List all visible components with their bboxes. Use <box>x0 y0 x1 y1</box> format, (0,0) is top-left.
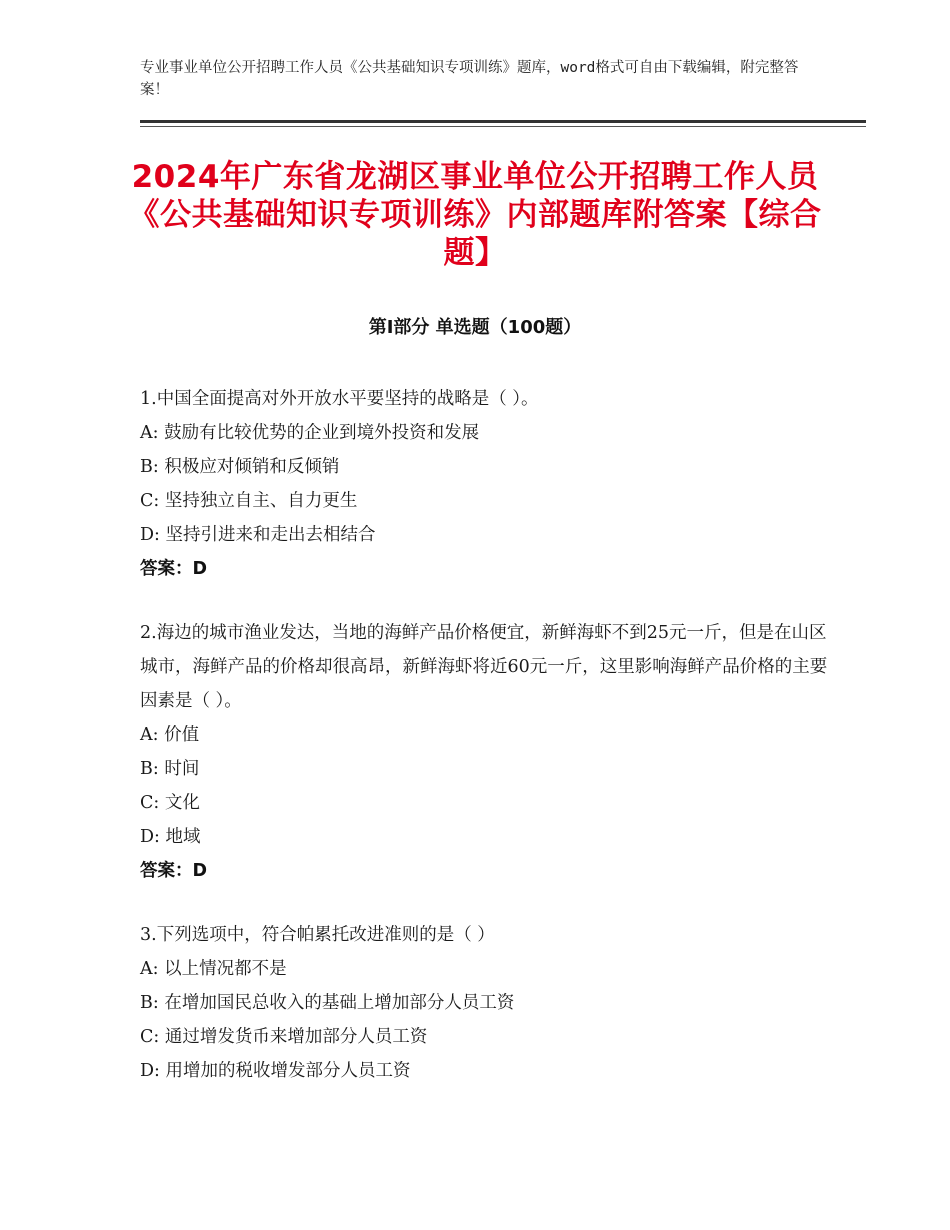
question-stem: 3.下列选项中，符合帕累托改进准则的是（ ） <box>140 925 495 945</box>
document-title: 2024年广东省龙湖区事业单位公开招聘工作人员《公共基础知识专项训练》内部题库附答案【综合题】 <box>128 159 822 271</box>
header-note: 专业事业单位公开招聘工作人员《公共基础知识专项训练》题库，word格式可自由下载编辑，附完整答案！ <box>140 60 799 98</box>
option-b: B: 在增加国民总收入的基础上增加部分人员工资 <box>140 993 515 1013</box>
option-a: A: 以上情况都不是 <box>140 959 287 979</box>
section-title: 第Ⅰ部分 单选题（100题） <box>368 317 582 338</box>
answer: 答案：D <box>140 559 208 579</box>
option-b: B: 时间 <box>140 759 200 779</box>
question-list <box>140 382 830 1118</box>
option-d: D: 坚持引进来和走出去相结合 <box>140 525 376 545</box>
option-c: C: 通过增发货币来增加部分人员工资 <box>140 1027 428 1047</box>
option-c: C: 坚持独立自主、自力更生 <box>140 491 358 511</box>
header-rule-thick <box>140 120 866 123</box>
option-a: A: 鼓励有比较优势的企业到境外投资和发展 <box>140 423 480 443</box>
option-a: A: 价值 <box>140 725 200 745</box>
answer: 答案：D <box>140 861 208 881</box>
option-d: D: 用增加的税收增发部分人员工资 <box>140 1061 411 1081</box>
question-3 <box>140 918 830 1088</box>
question-stem: 1.中国全面提高对外开放水平要坚持的战略是（ ）。 <box>140 389 539 409</box>
option-c: C: 文化 <box>140 793 200 813</box>
option-d: D: 地域 <box>140 827 201 847</box>
question-2 <box>140 616 830 888</box>
question-1 <box>140 382 830 586</box>
question-stem: 2.海边的城市渔业发达，当地的海鲜产品价格便宜，新鲜海虾不到25元一斤，但是在山区城市，海鲜产品的价格却很高昂，新鲜海虾将近60元一斤，这里影响海鲜产品价格的主要因素是（ ）。 <box>140 623 828 711</box>
header-rule-thin <box>140 126 866 127</box>
option-b: B: 积极应对倾销和反倾销 <box>140 457 340 477</box>
